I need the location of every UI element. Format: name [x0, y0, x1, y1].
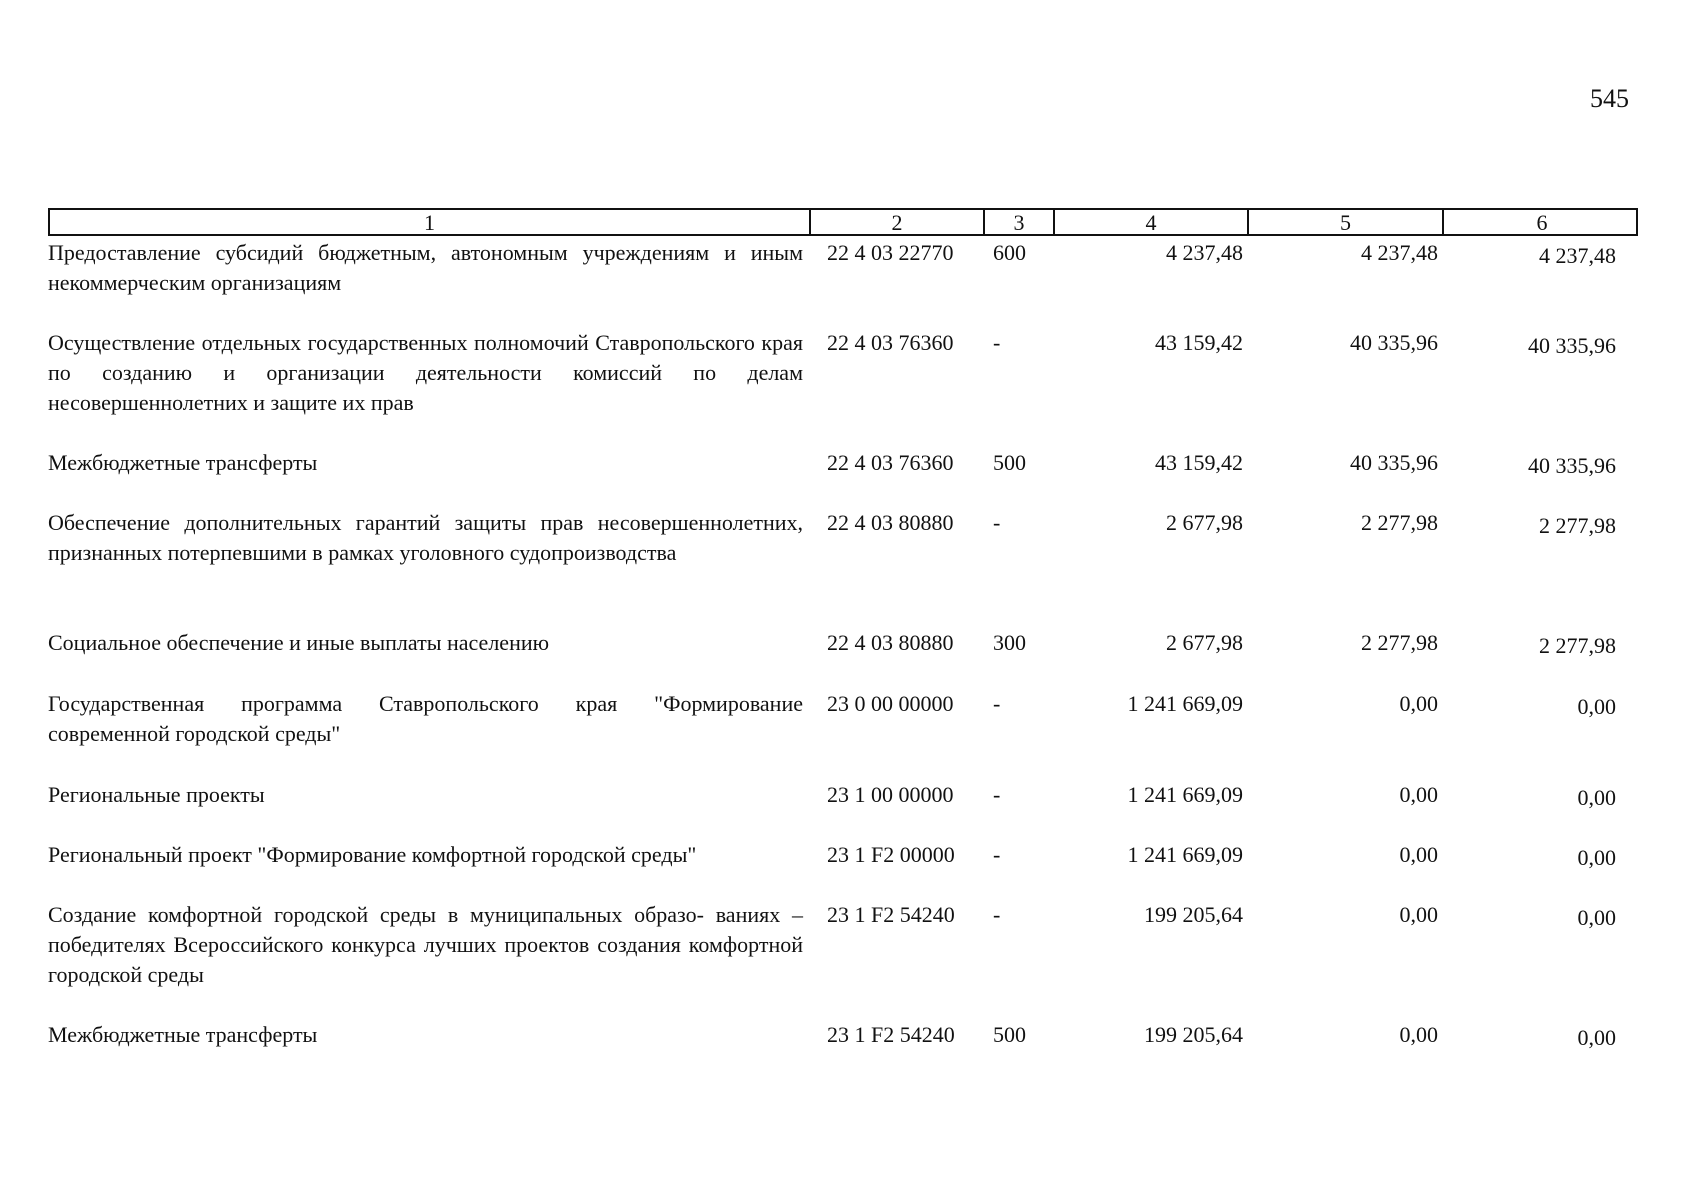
- row-value-6: 40 335,96: [1528, 333, 1616, 358]
- header-col-3: 3: [985, 210, 1055, 236]
- header-col-6: 6: [1536, 210, 1548, 235]
- row-code: 22 4 03 22770: [827, 240, 954, 265]
- header-col-5: 5: [1249, 210, 1444, 236]
- row-value-6: 0,00: [1577, 905, 1616, 930]
- row-type: -: [993, 842, 1001, 867]
- row-value-6: 0,00: [1577, 785, 1616, 810]
- row-value-6: 40 335,96: [1528, 453, 1616, 478]
- row-type: 500: [993, 450, 1026, 475]
- row-name: Предоставление субсидий бюджетным, автономным учреждениям и иным некоммерческим организациям: [48, 240, 803, 295]
- table-row: [48, 900, 1638, 1020]
- page-number: 545: [1590, 84, 1629, 113]
- row-value-6: 0,00: [1577, 845, 1616, 870]
- table-row: [48, 1020, 1638, 1060]
- row-value-4: 43 159,42: [1155, 450, 1243, 475]
- header-col-4: 4: [1055, 210, 1249, 236]
- row-type: -: [993, 691, 1001, 716]
- row-value-5: 2 277,98: [1361, 630, 1438, 655]
- table-row: [48, 328, 1638, 448]
- table-header-row: [48, 208, 1638, 236]
- row-name: Создание комфортной городской среды в муниципальных образо- ваниях – победителях Всероссийского конкурса лучших проектов создания комфортной городской среды: [48, 902, 803, 987]
- row-code: 23 0 00 00000: [827, 691, 954, 716]
- row-value-4: 199 205,64: [1144, 902, 1243, 927]
- row-type: -: [993, 330, 1001, 355]
- row-name: Региональные проекты: [48, 782, 265, 807]
- table-row: [48, 840, 1638, 900]
- table-row: [48, 689, 1638, 780]
- row-name: Социальное обеспечение и иные выплаты населению: [48, 630, 550, 655]
- row-code: 23 1 00 00000: [827, 782, 954, 807]
- row-value-5: 40 335,96: [1350, 330, 1438, 355]
- row-name: Региональный проект "Формирование комфортной городской среды": [48, 842, 697, 867]
- row-value-5: 0,00: [1399, 782, 1438, 807]
- row-code: 22 4 03 76360: [827, 330, 954, 355]
- row-type: 600: [993, 240, 1026, 265]
- row-value-6: 2 277,98: [1539, 513, 1616, 538]
- row-type: -: [993, 902, 1001, 927]
- row-value-5: 0,00: [1399, 902, 1438, 927]
- row-code: 22 4 03 76360: [827, 450, 954, 475]
- table-row: [48, 448, 1638, 508]
- row-value-5: 0,00: [1399, 842, 1438, 867]
- row-value-6: 4 237,48: [1539, 243, 1616, 268]
- row-code: 23 1 F2 54240: [827, 902, 955, 927]
- row-code: 22 4 03 80880: [827, 630, 954, 655]
- row-value-6: 2 277,98: [1539, 633, 1616, 658]
- row-name: Государственная программа Ставропольского края "Формирование современной городской среды": [48, 691, 803, 746]
- header-col-2: 2: [811, 210, 985, 236]
- budget-table: [48, 208, 1638, 1060]
- header-col-1: 1: [50, 210, 811, 236]
- row-value-6: 0,00: [1577, 1025, 1616, 1050]
- table-row: [48, 780, 1638, 840]
- row-code: 22 4 03 80880: [827, 510, 954, 535]
- row-name: Осуществление отдельных государственных полномочий Ставропольского края по созданию и организации деятельности комиссий по делам несовершеннолетних и защите их прав: [48, 330, 803, 415]
- row-value-4: 1 241 669,09: [1127, 782, 1243, 807]
- table-row: [48, 628, 1638, 689]
- row-value-4: 2 677,98: [1166, 630, 1243, 655]
- row-type: 300: [993, 630, 1026, 655]
- row-value-5: 4 237,48: [1361, 240, 1438, 265]
- row-value-4: 2 677,98: [1166, 510, 1243, 535]
- table-row: [48, 508, 1638, 628]
- table-row: [48, 238, 1638, 328]
- row-type: -: [993, 782, 1001, 807]
- row-value-4: 199 205,64: [1144, 1022, 1243, 1047]
- row-value-6: 0,00: [1577, 694, 1616, 719]
- row-name: Обеспечение дополнительных гарантий защиты прав несовершеннолетних, признанных потерпевшими в рамках уголовного судопроизводства: [48, 510, 803, 565]
- row-name: Межбюджетные трансферты: [48, 450, 318, 475]
- row-value-5: 0,00: [1399, 1022, 1438, 1047]
- row-name: Межбюджетные трансферты: [48, 1022, 318, 1047]
- row-value-5: 2 277,98: [1361, 510, 1438, 535]
- row-value-5: 0,00: [1399, 691, 1438, 716]
- row-value-4: 1 241 669,09: [1127, 842, 1243, 867]
- row-type: -: [993, 510, 1001, 535]
- row-value-4: 4 237,48: [1166, 240, 1243, 265]
- row-value-5: 40 335,96: [1350, 450, 1438, 475]
- row-value-4: 1 241 669,09: [1127, 691, 1243, 716]
- row-value-4: 43 159,42: [1155, 330, 1243, 355]
- row-code: 23 1 F2 54240: [827, 1022, 955, 1047]
- row-code: 23 1 F2 00000: [827, 842, 955, 867]
- row-type: 500: [993, 1022, 1026, 1047]
